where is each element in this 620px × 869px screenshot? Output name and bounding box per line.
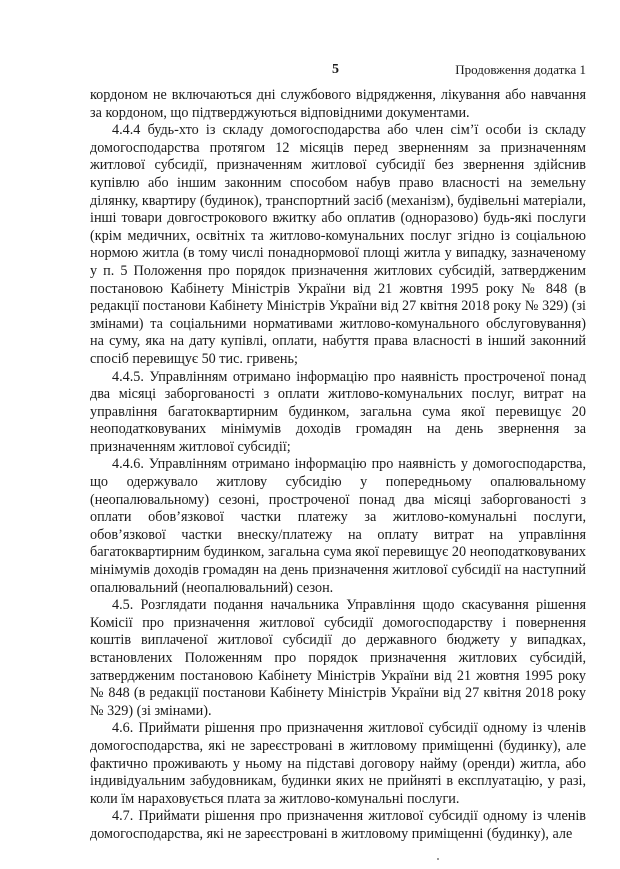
paragraph-continued: кордоном не включаються дні службового відрядження, лікування або навчання за кордоном, що підтверджуються відповідними документами. [90, 87, 586, 121]
paragraph-4-4-4: 4.4.4 будь-хто із складу домогосподарства або член сім’ї особи із складу домогосподарства протягом 12 місяців перед зверненням за призначенням житлової субсидії, призначенням житлової субсидії без звернення здійснив купівлю або іншим законним способом набув право власності на земельну ділянку, квартиру (будинок), транспортний засіб (механізм), будівельні матеріали, інші товари довгострокового вжитку або оплатив (одноразово) будь-які послуги (крім медичних, освітніх та житлово-комунальних послуг згідно із соціальною нормою житла (в тому числі понаднормової площі житла у випадку, зазначеному у п. 5 Положення про порядок призначення житлових субсидій, затвердженим постановою Кабінету Міністрів України від 21 жовтня 1995 року № 848 (в редакції постанови Кабінету Міністрів України від 27 квітня 2018 року № 329) (зі змінами) та соціальними нормативами житлово-комунального обслуговування) на суму, яка на дату купівлі, оплати, набуття права власності в інший законний спосіб перевищує 50 тис. гривень; [90, 122, 586, 367]
document-body [90, 87, 586, 844]
paragraph-4-7: 4.7. Приймати рішення про призначення житлової субсидії одному із членів домогосподарства, які не зареєстровані в житловому приміщенні (будинку), але [90, 808, 586, 842]
paragraph-4-4-6: 4.4.6. Управлінням отримано інформацію про наявність у домогосподарства, що одержувало житлову субсидію у попередньому опалювальному (неопалювальному) сезоні, простроченої понад два місяці заборгованості з оплати обов’язкової частки платежу за житлово-комунальні послуги, обов’язкової частки внеску/платежу на оплату витрат на управління багатоквартирним будинком, загальна сума якої перевищує 20 неоподатковуваних мінімумів доходів громадян на день призначення житлової субсидії на наступний опалювальний (неопалювальний) сезон. [90, 456, 586, 596]
scan-artifact [437, 858, 439, 860]
paragraph-4-5: 4.5. Розглядати подання начальника Управління щодо скасування рішення Комісії про призначення житлової субсидії домогосподарству і повернення коштів виплаченої житлової субсидії до державного бюджету у випадках, встановлених Положенням про порядок призначення житлових субсидій, затвердженим постановою Кабінету Міністрів України від 21 жовтня 1995 року № 848 (в редакції постанови Кабінету Міністрів України від 27 квітня 2018 року № 329) (зі змінами). [90, 597, 586, 719]
appendix-continuation-label: Продовження додатка 1 [455, 62, 586, 77]
paragraph-4-4-5: 4.4.5. Управлінням отримано інформацію про наявність простроченої понад два місяці заборгованості з оплати житлово-комунальних послуг, витрат на управління багатоквартирним будинком, загальна сума якої перевищує 20 неоподатковуваних мінімумів доходів громадян на день звернення за призначенням житлової субсидії; [90, 368, 586, 455]
page-number: 5 [332, 62, 339, 77]
paragraph-4-6: 4.6. Приймати рішення про призначення житлової субсидії одному із членів домогосподарства, які не зареєстровані в житловому приміщенні (будинку), але фактично проживають у ньому на підставі договору найму (оренди) житла, або індивідуальним забудовникам, будинки яких не прийняті в експлуатацію, у разі, коли їм нараховується плата за житлово-комунальні послуги. [90, 720, 586, 807]
